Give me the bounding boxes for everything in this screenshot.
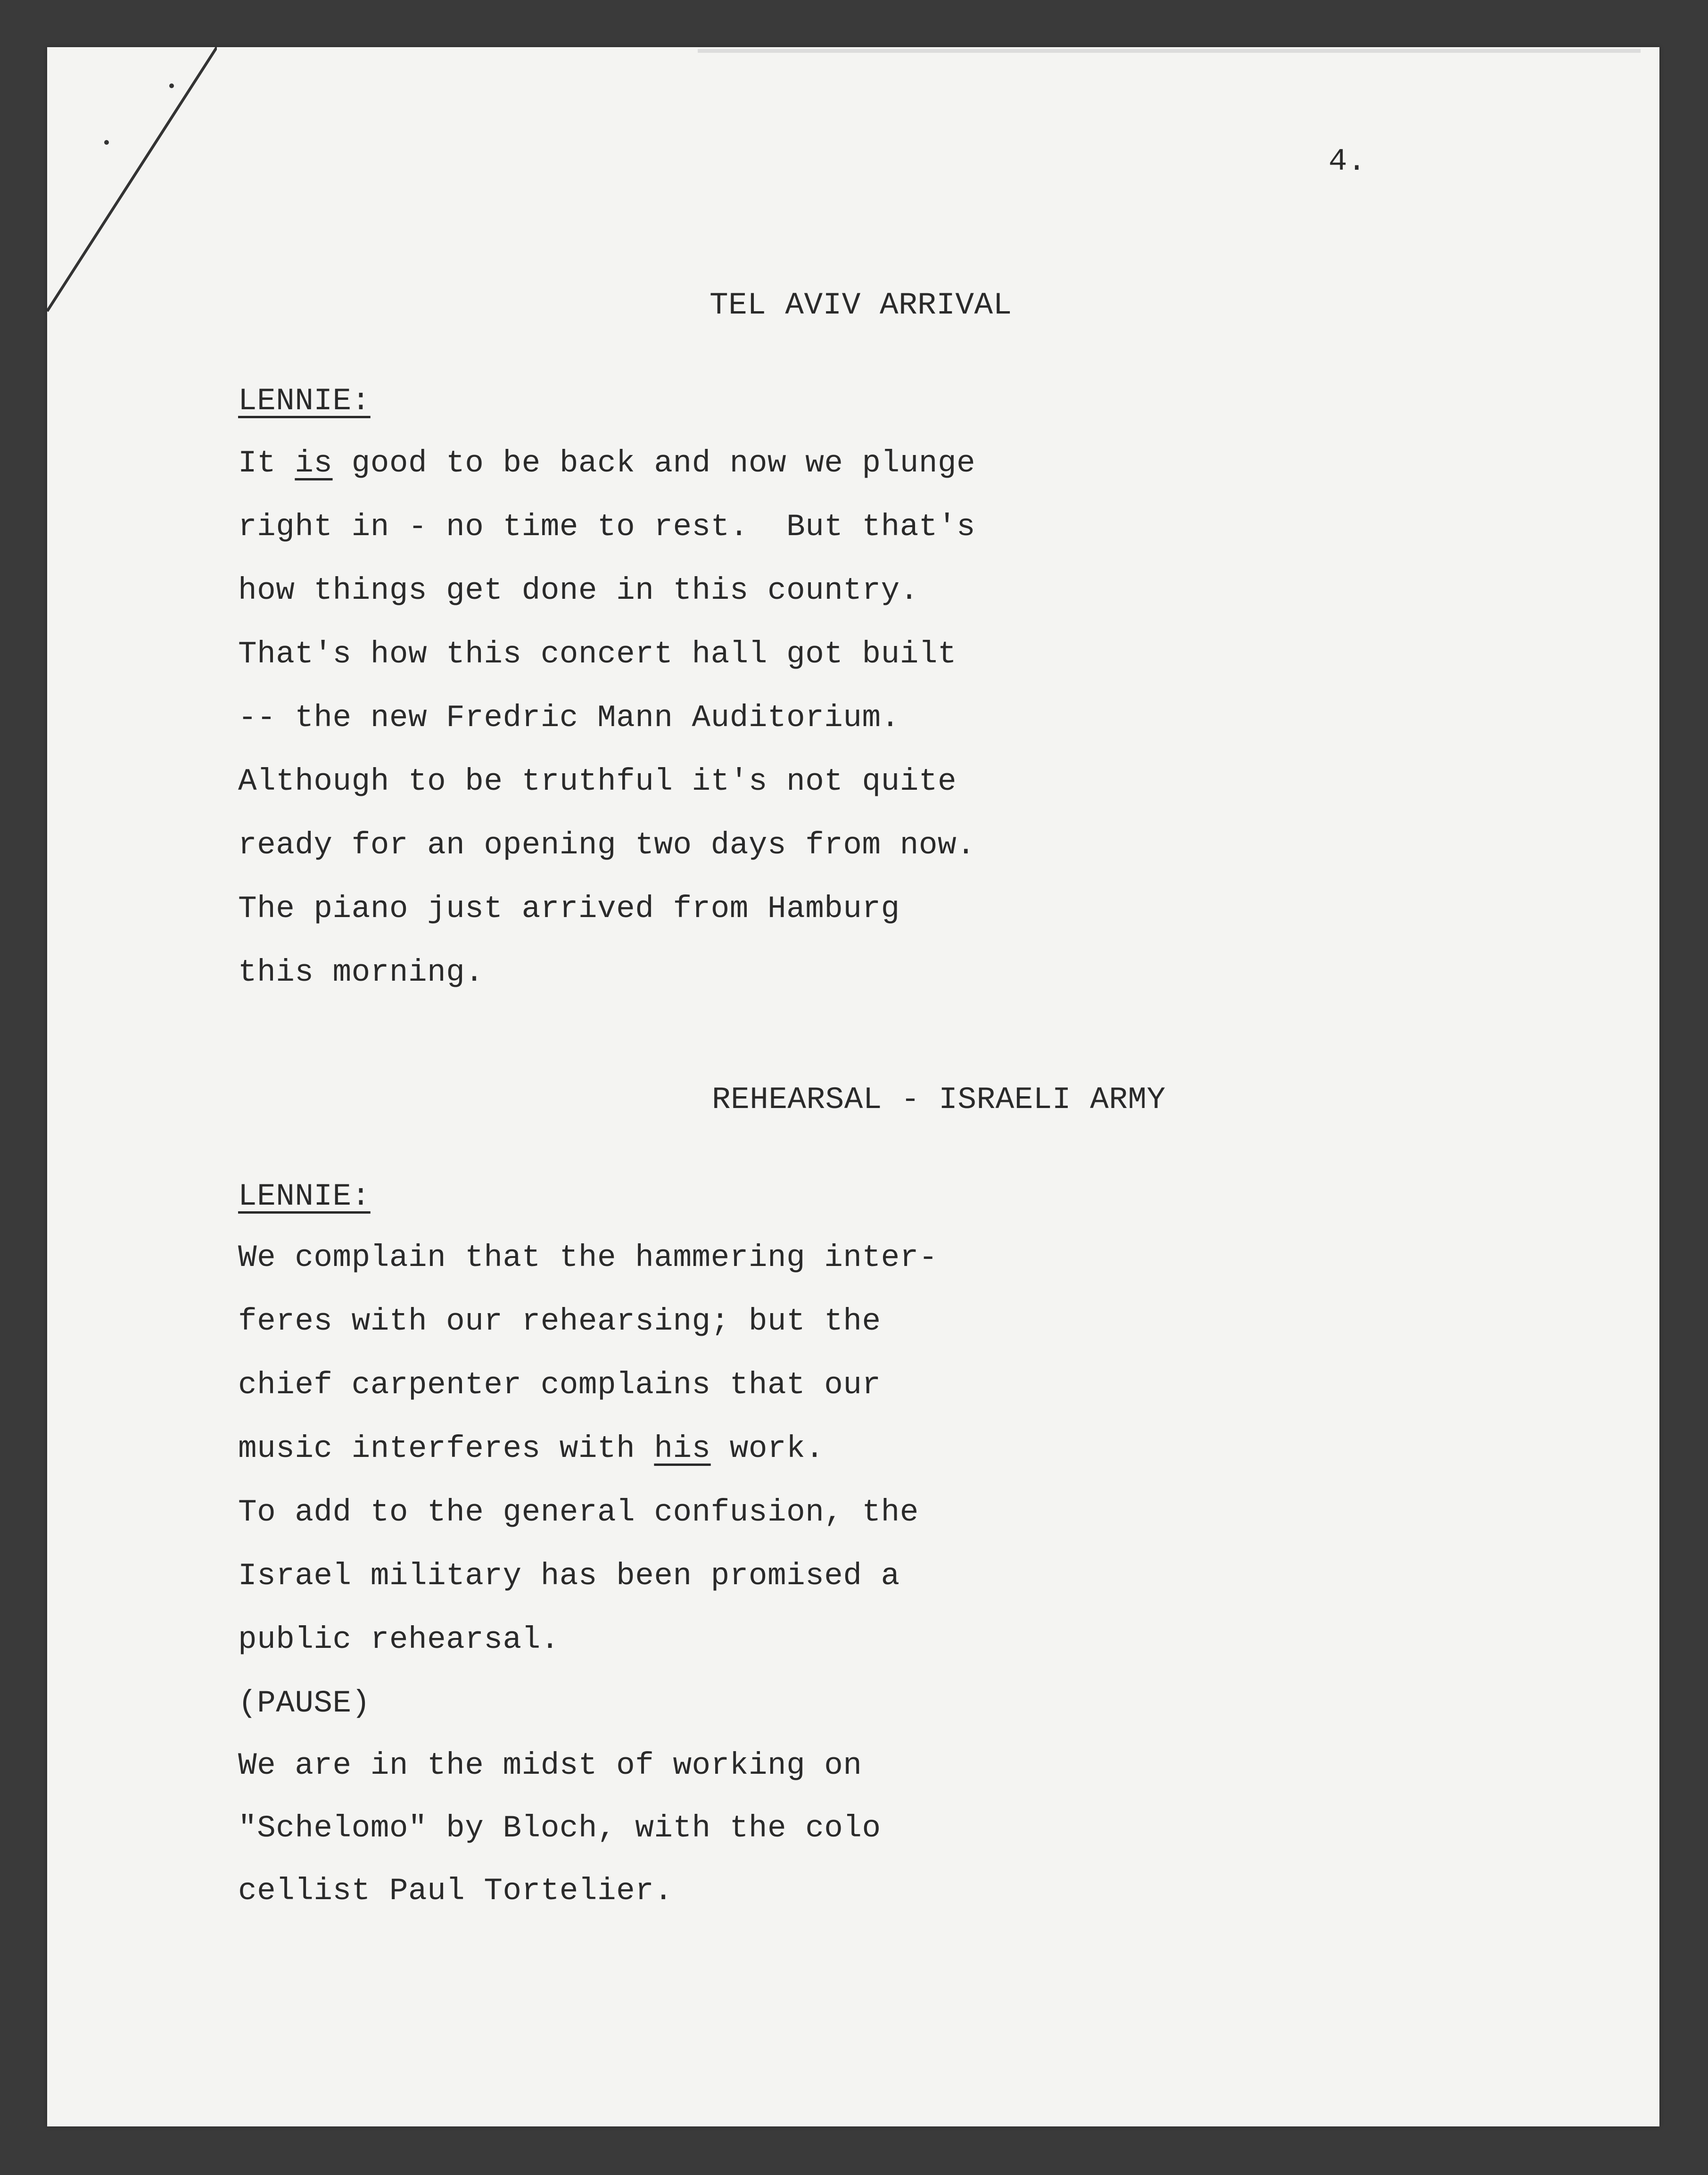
speaker-label: LENNIE:: [238, 1179, 371, 1214]
emphasis: his: [654, 1431, 711, 1466]
dialogue-line: public rehearsal.: [238, 1622, 560, 1657]
dialogue-line: -- the new Fredric Mann Auditorium.: [238, 700, 900, 736]
emphasis: is: [295, 446, 333, 481]
dialogue-line: feres with our rehearsing; but the: [238, 1304, 881, 1339]
dialogue-line: chief carpenter complains that our: [238, 1367, 881, 1403]
paper-top-edge: [698, 49, 1641, 53]
dialogue-line: this morning.: [238, 955, 484, 990]
dialogue-line: We complain that the hammering inter-: [238, 1240, 938, 1275]
dialogue-line: ready for an opening two days from now.: [238, 827, 976, 863]
dialogue-line: It is good to be back and now we plunge: [238, 446, 976, 481]
dialogue-line: right in - no time to rest. But that's: [238, 509, 976, 545]
dialogue-line: We are in the midst of working on: [238, 1748, 862, 1783]
speaker-label: LENNIE:: [238, 383, 371, 419]
dialogue-line: Israel military has been promised a: [238, 1558, 900, 1594]
dialogue-line: That's how this concert hall got built: [238, 637, 957, 672]
dialogue-line: To add to the general confusion, the: [238, 1495, 919, 1530]
dialogue-line: The piano just arrived from Hamburg: [238, 891, 900, 926]
dialogue-line: Although to be truthful it's not quite: [238, 764, 957, 799]
dialogue-line: cellist Paul Tortelier.: [238, 1873, 673, 1909]
page-number: 4.: [1328, 144, 1367, 179]
scene-heading: REHEARSAL - ISRAELI ARMY: [712, 1082, 1166, 1117]
dialogue-line: music interferes with his work.: [238, 1431, 825, 1466]
dialogue-line: how things get done in this country.: [238, 573, 919, 608]
scene-heading: TEL AVIV ARRIVAL: [710, 288, 1012, 323]
stage-direction: (PAUSE): [238, 1686, 371, 1721]
dialogue-line: "Schelomo" by Bloch, with the colo: [238, 1811, 881, 1846]
folded-corner-mark: [47, 47, 217, 330]
